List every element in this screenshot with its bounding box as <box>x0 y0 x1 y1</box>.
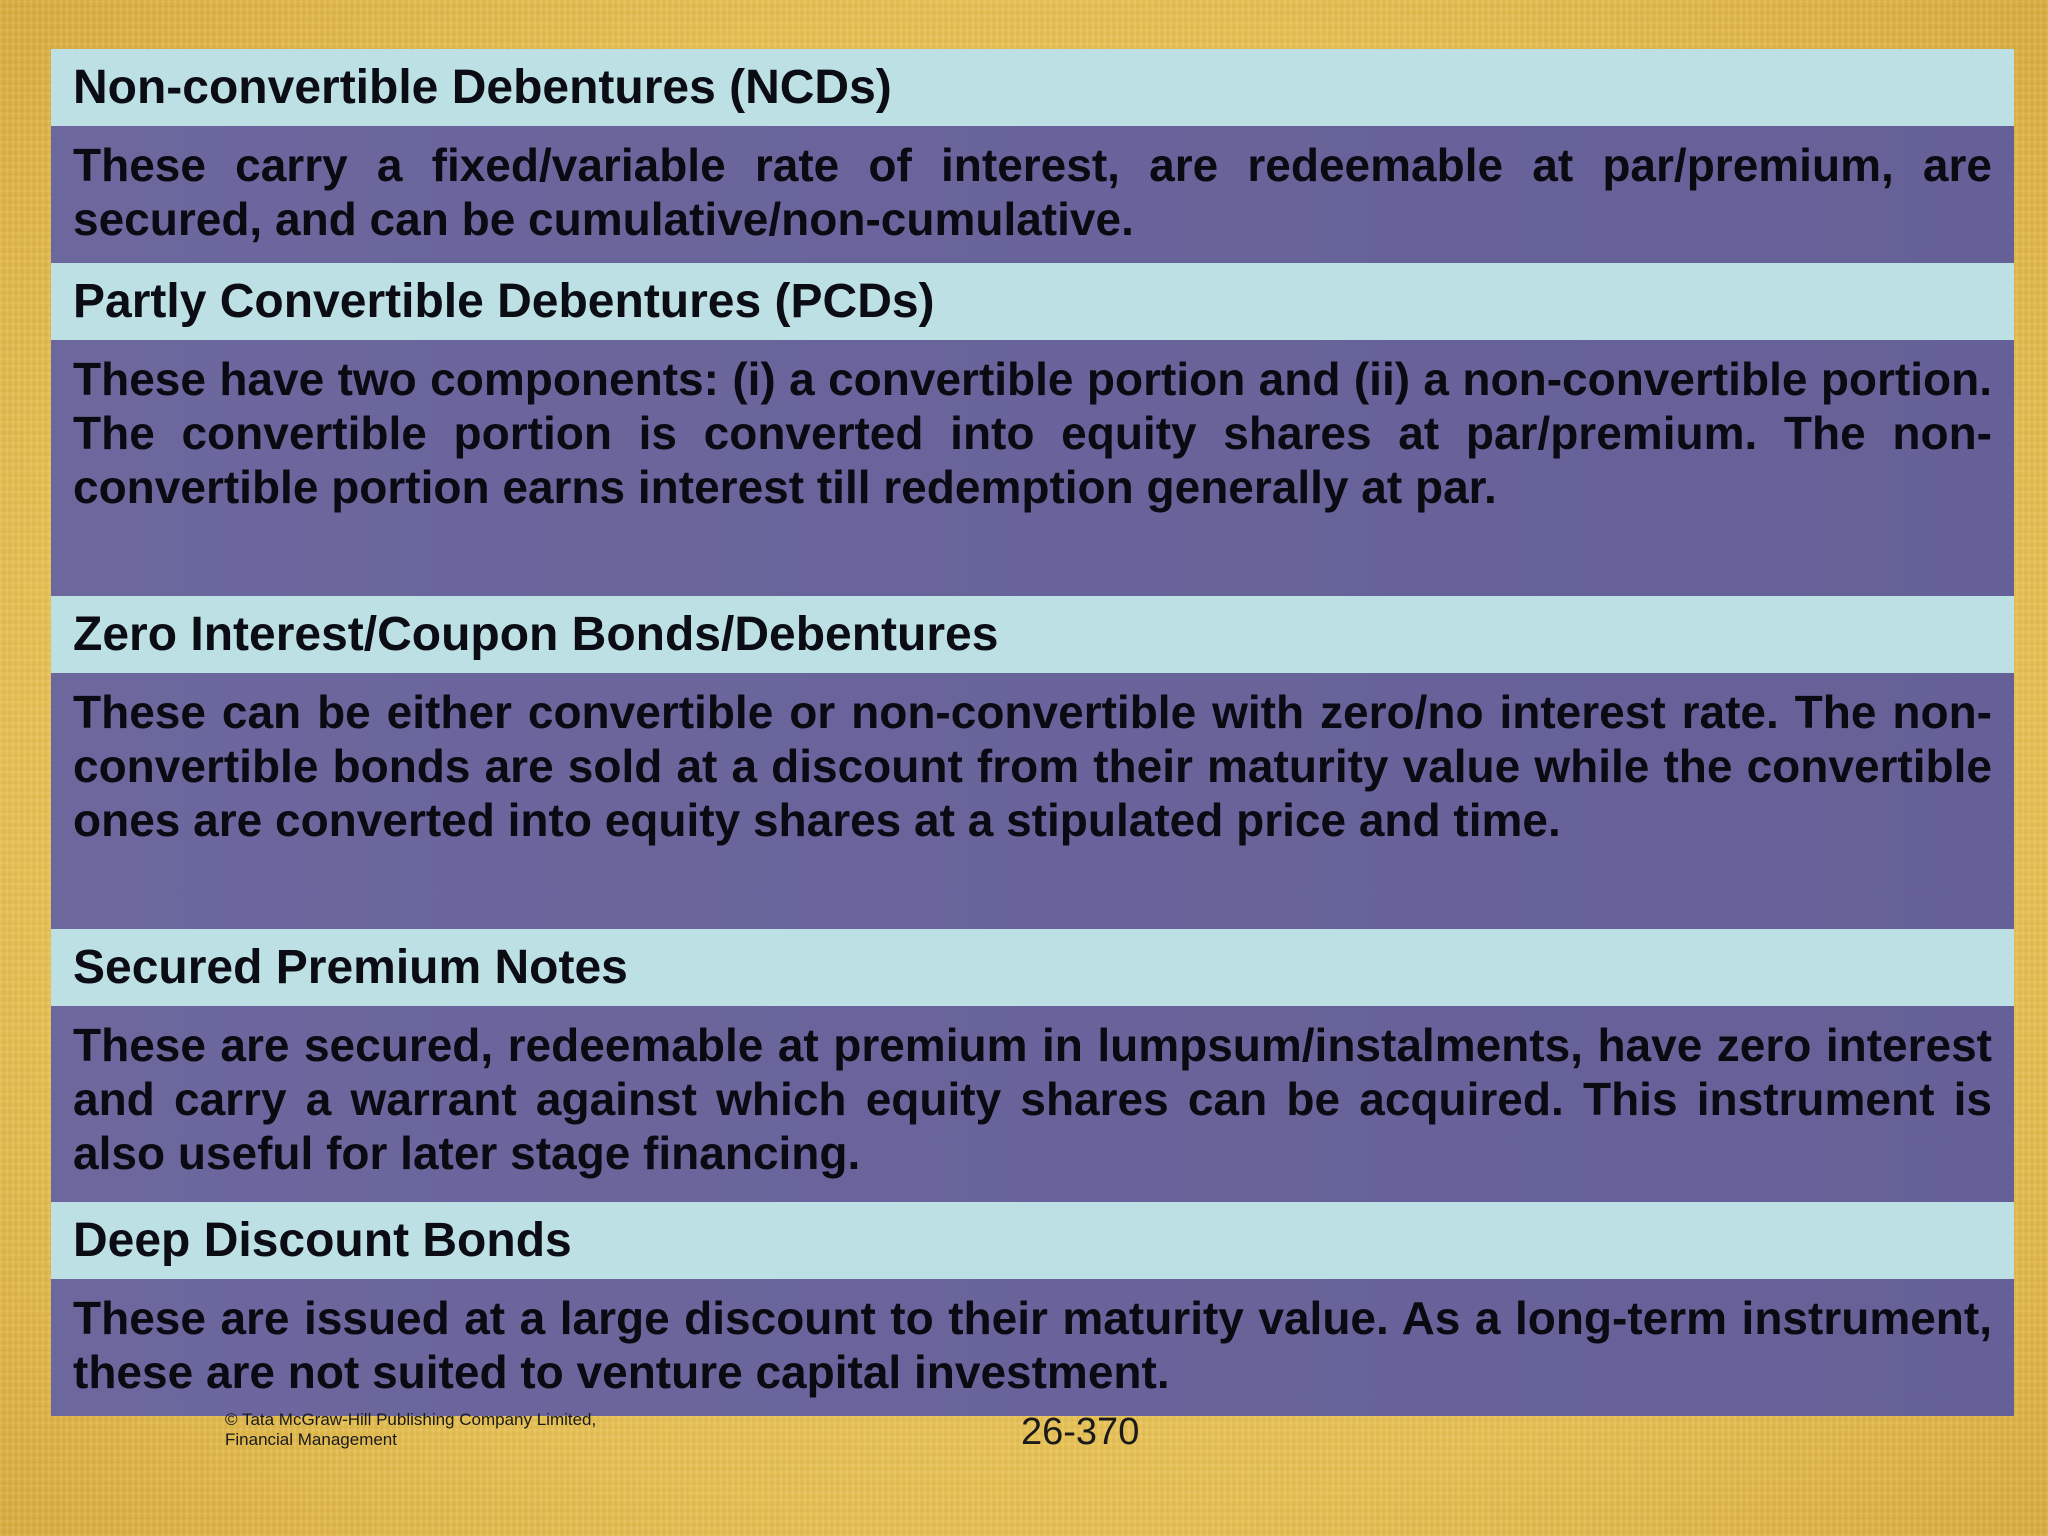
row-heading-secured-premium-notes: Secured Premium Notes <box>51 929 2014 1006</box>
row-heading-deep-discount-bonds: Deep Discount Bonds <box>51 1202 2014 1279</box>
copyright-footer <box>225 1410 596 1450</box>
row-text-pcd: These have two components: (i) a convertible portion and (ii) a non-convertible portion. The convertible portion is converted into equity shares at par/premium. The non-convertible portion earns interest till redemption generally at par. <box>51 340 2014 596</box>
row-text-secured-premium-notes: These are secured, redeemable at premium in lumpsum/instalments, have zero interest and carry a warrant against which equity shares can be acquired. This instrument is also useful for later stage financing. <box>51 1006 2014 1202</box>
row-text-deep-discount-bonds: These are issued at a large discount to their maturity value. As a long-term instrument, these are not suited to venture capital investment. <box>51 1279 2014 1416</box>
row-heading-zero-coupon: Zero Interest/Coupon Bonds/Debentures <box>51 596 2014 673</box>
instrument-table <box>51 49 2014 1416</box>
copyright-line-1: © Tata McGraw-Hill Publishing Company Limited, <box>225 1410 597 1429</box>
copyright-line-2: Financial Management <box>225 1430 397 1449</box>
page-number: 26-370 <box>1021 1411 1140 1453</box>
row-text-zero-coupon: These can be either convertible or non-convertible with zero/no interest rate. The non-convertible bonds are sold at a discount from their maturity value while the convertible ones are converted into equity shares at a stipulated price and time. <box>51 673 2014 929</box>
row-text-ncd: These carry a fixed/variable rate of interest, are redeemable at par/premium, are secured, and can be cumulative/non-cumulative. <box>51 126 2014 263</box>
row-heading-ncd: Non-convertible Debentures (NCDs) <box>51 49 2014 126</box>
row-heading-pcd: Partly Convertible Debentures (PCDs) <box>51 263 2014 340</box>
